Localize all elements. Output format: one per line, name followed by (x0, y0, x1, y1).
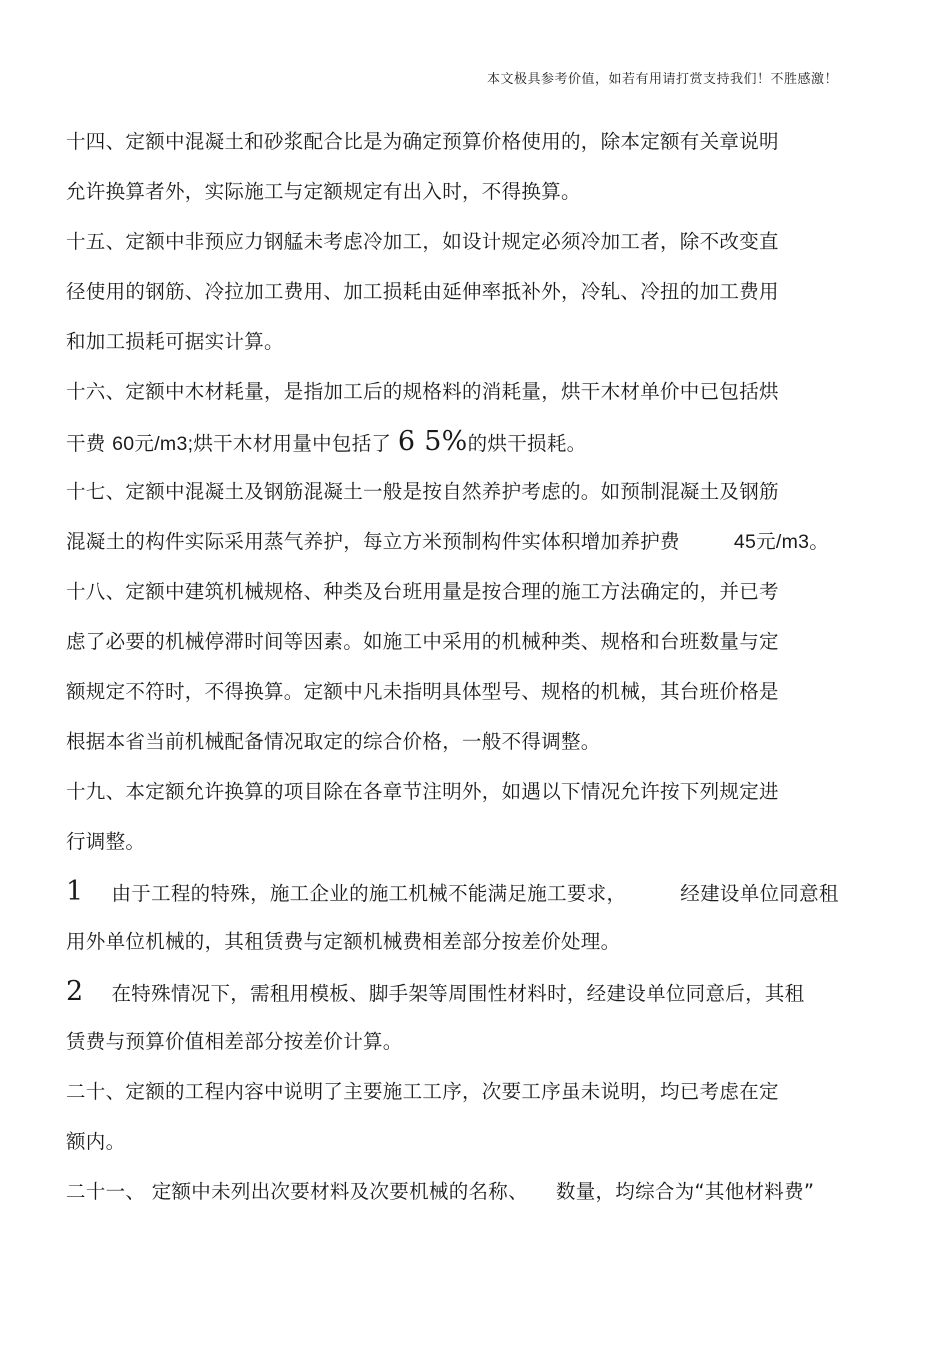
paragraph-line: 额规定不符时，不得换算。定额中凡未指明具体型号、规格的机械，其台班价格是 (66, 680, 779, 703)
paragraph-line: 十五、定额中非预应力钢艋未考虑冷加工，如设计规定必须冷加工者，除不改变直 (66, 230, 779, 253)
document-body (66, 124, 876, 1224)
paragraph-line: 十七、定额中混凝土及钢筋混凝土一般是按自然养护考虑的。如预制混凝土及钢筋 (66, 480, 779, 503)
paragraph-line: 赁费与预算价值相差部分按差价计算。 (66, 1030, 403, 1053)
paragraph-line: 用外单位机械的，其租赁费与定额机械费相差部分按差价处理。 (66, 930, 621, 953)
text-run: 数量，均综合为“其他材料费” (555, 1180, 815, 1203)
paragraph-line (66, 524, 876, 574)
header-note: 本文极具参考价值，如若有用请打赏支持我们！不胜感激！ (486, 72, 838, 87)
list-number: 1 (66, 876, 84, 907)
text-run: 在特殊情况下，需租用模板、脚手架等周围性材料时，经建设单位同意后，其租 (111, 982, 805, 1005)
paragraph-line: 径使用的钢筋、冷拉加工费用、加工损耗由延伸率抵补外，冷轧、冷扭的加工费用 (66, 280, 779, 303)
paragraph-line: 十八、定额中建筑机械规格、种类及台班用量是按合理的施工方法确定的，并已考 (66, 580, 779, 603)
text-run: 的烘干损耗。 (467, 432, 587, 455)
paragraph-line: 十六、定额中木材耗量，是指加工后的规格料的消耗量，烘干木材单价中已包括烘 (66, 380, 779, 403)
list-number: 2 (66, 976, 84, 1007)
percent-value: 6 5% (397, 426, 468, 457)
price-value: 45元/m3。 (733, 531, 830, 553)
list-item-line (66, 974, 876, 1024)
text-run: 干费 (66, 432, 113, 455)
text-run: 混凝土的构件实际采用蒸气养护，每立方米预制构件实体积增加养护费 (66, 530, 680, 553)
list-item-line (66, 874, 876, 924)
paragraph-line (66, 424, 876, 474)
paragraph-line: 十四、定额中混凝土和砂浆配合比是为确定预算价格使用的，除本定额有关章说明 (66, 130, 779, 153)
paragraph-line: 十九、本定额允许换算的项目除在各章节注明外，如遇以下情况允许按下列规定进 (66, 780, 779, 803)
text-run: 经建设单位同意租 (680, 882, 839, 905)
text-run: 烘干木材用量中包括了 (193, 432, 398, 455)
paragraph-line: 虑了必要的机械停滞时间等因素。如施工中采用的机械种类、规格和台班数量与定 (66, 630, 779, 653)
paragraph-line: 允许换算者外，实际施工与定额规定有出入时，不得换算。 (66, 180, 581, 203)
paragraph-line: 二十、定额的工程内容中说明了主要施工工序，次要工序虽未说明，均已考虑在定 (66, 1080, 779, 1103)
price-value: 60元/m3; (112, 433, 194, 455)
paragraph-line: 和加工损耗可据实计算。 (66, 330, 284, 353)
paragraph-line: 根据本省当前机械配备情况取定的综合价格，一般不得调整。 (66, 730, 601, 753)
text-run: 二十一、 定额中未列出次要材料及次要机械的名称、 (66, 1180, 528, 1203)
text-run: 由于工程的特殊，施工企业的施工机械不能满足施工要求， (111, 882, 627, 905)
paragraph-line (66, 1174, 876, 1224)
paragraph-line: 行调整。 (66, 830, 146, 853)
paragraph-line: 额内。 (66, 1130, 126, 1153)
